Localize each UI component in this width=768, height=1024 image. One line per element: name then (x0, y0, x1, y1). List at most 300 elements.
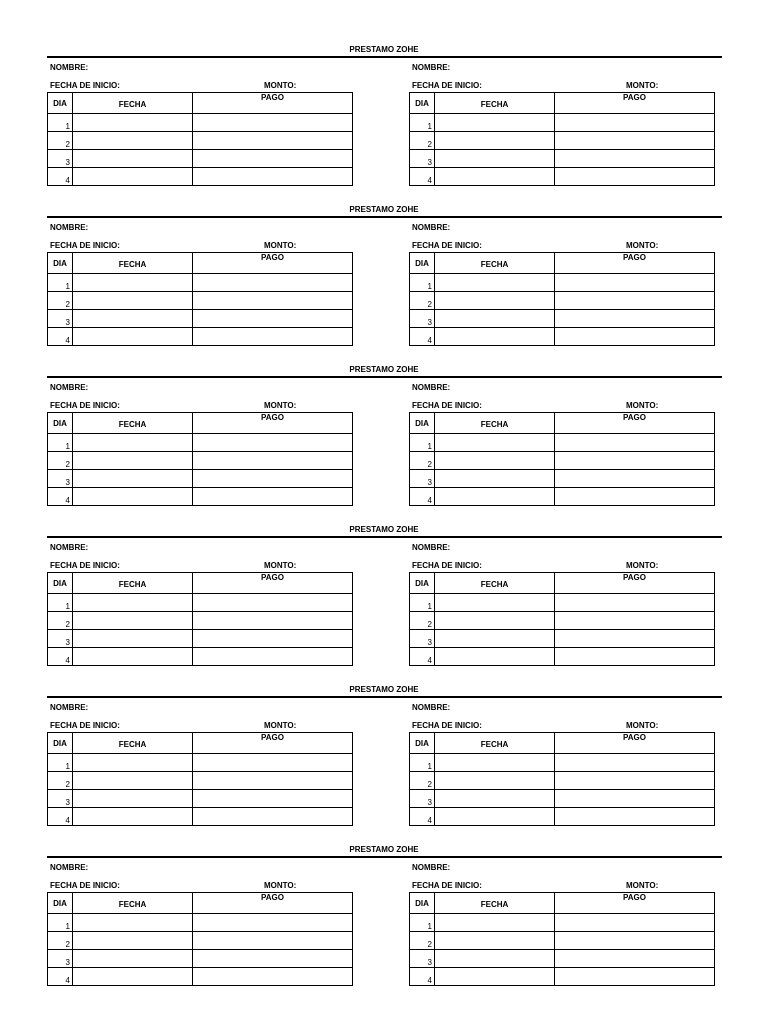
fecha-inicio-label: FECHA DE INICIO: (50, 81, 120, 90)
monto-label: MONTO: (626, 881, 659, 890)
fecha-cell (73, 132, 193, 150)
loan-section (0, 680, 768, 830)
payment-table-header (48, 733, 353, 754)
payment-row (48, 488, 353, 506)
payment-table-header (410, 573, 715, 594)
fecha-cell (73, 434, 193, 452)
fecha-cell (435, 470, 555, 488)
pago-cell (193, 648, 353, 666)
day-number: 4 (410, 648, 435, 666)
day-number: 1 (410, 914, 435, 932)
day-number: 4 (410, 488, 435, 506)
pago-header: PAGO (555, 413, 715, 434)
pago-cell (555, 114, 715, 132)
pago-cell (193, 434, 353, 452)
nombre-label: NOMBRE: (50, 223, 89, 232)
dia-header: DIA (410, 733, 435, 754)
fecha-inicio-label: FECHA DE INICIO: (50, 561, 120, 570)
fecha-cell (435, 292, 555, 310)
payment-table-header (48, 413, 353, 434)
day-number: 1 (410, 754, 435, 772)
payment-table (409, 92, 715, 186)
monto-label: MONTO: (264, 81, 297, 90)
payment-table (47, 92, 353, 186)
day-number: 2 (410, 932, 435, 950)
pago-cell (555, 150, 715, 168)
payment-table (47, 252, 353, 346)
fecha-header: FECHA (435, 93, 555, 114)
fecha-header: FECHA (73, 413, 193, 434)
nombre-label: NOMBRE: (50, 543, 89, 552)
fecha-header: FECHA (73, 893, 193, 914)
fecha-cell (435, 612, 555, 630)
fecha-cell (435, 630, 555, 648)
payment-row (48, 754, 353, 772)
loan-form (409, 40, 719, 190)
fecha-inicio-label: FECHA DE INICIO: (50, 721, 120, 730)
fecha-header: FECHA (73, 253, 193, 274)
nombre-label: NOMBRE: (50, 703, 89, 712)
payment-row (410, 150, 715, 168)
fecha-cell (73, 772, 193, 790)
pago-cell (193, 772, 353, 790)
fecha-cell (435, 808, 555, 826)
payment-table-header (410, 253, 715, 274)
pago-cell (555, 452, 715, 470)
monto-label: MONTO: (264, 241, 297, 250)
pago-cell (555, 790, 715, 808)
pago-header: PAGO (555, 573, 715, 594)
fecha-inicio-label: FECHA DE INICIO: (412, 401, 482, 410)
day-number: 4 (48, 808, 73, 826)
pago-cell (193, 630, 353, 648)
pago-cell (193, 328, 353, 346)
fecha-cell (435, 310, 555, 328)
dia-header: DIA (48, 733, 73, 754)
pago-cell (555, 168, 715, 186)
fecha-cell (435, 594, 555, 612)
day-number: 3 (48, 470, 73, 488)
pago-cell (555, 950, 715, 968)
fecha-header: FECHA (435, 573, 555, 594)
monto-label: MONTO: (626, 561, 659, 570)
payment-row (48, 292, 353, 310)
pago-header: PAGO (193, 413, 353, 434)
day-number: 3 (48, 950, 73, 968)
pago-cell (193, 914, 353, 932)
loan-form (409, 200, 719, 350)
pago-cell (555, 808, 715, 826)
day-number: 3 (410, 310, 435, 328)
fecha-header: FECHA (435, 253, 555, 274)
payment-row (410, 292, 715, 310)
fecha-header: FECHA (435, 893, 555, 914)
day-number: 3 (48, 150, 73, 168)
day-number: 4 (410, 168, 435, 186)
pago-cell (193, 292, 353, 310)
payment-row (48, 808, 353, 826)
section-title: PRESTAMO ZOHE (349, 45, 419, 54)
payment-row (48, 914, 353, 932)
payment-table (409, 732, 715, 826)
pago-cell (555, 772, 715, 790)
fecha-inicio-label: FECHA DE INICIO: (412, 721, 482, 730)
payment-table-header (410, 733, 715, 754)
payment-table-header (48, 253, 353, 274)
payment-table-header (48, 573, 353, 594)
dia-header: DIA (48, 253, 73, 274)
day-number: 2 (410, 292, 435, 310)
loan-form (47, 520, 357, 670)
monto-label: MONTO: (626, 81, 659, 90)
day-number: 1 (410, 434, 435, 452)
pago-header: PAGO (193, 573, 353, 594)
pago-cell (193, 132, 353, 150)
pago-cell (555, 470, 715, 488)
payment-row (410, 808, 715, 826)
loan-section (0, 200, 768, 350)
payment-row (410, 452, 715, 470)
day-number: 2 (48, 292, 73, 310)
fecha-cell (73, 630, 193, 648)
payment-table-header (48, 93, 353, 114)
fecha-cell (435, 114, 555, 132)
day-number: 3 (48, 630, 73, 648)
fecha-cell (73, 328, 193, 346)
fecha-cell (73, 612, 193, 630)
payment-row (48, 470, 353, 488)
fecha-cell (435, 150, 555, 168)
loan-section (0, 520, 768, 670)
payment-row (410, 132, 715, 150)
payment-table (409, 412, 715, 506)
fecha-header: FECHA (73, 573, 193, 594)
fecha-cell (73, 594, 193, 612)
fecha-cell (73, 168, 193, 186)
monto-label: MONTO: (264, 561, 297, 570)
fecha-cell (435, 648, 555, 666)
day-number: 3 (410, 790, 435, 808)
pago-cell (555, 648, 715, 666)
nombre-label: NOMBRE: (412, 543, 451, 552)
pago-header: PAGO (193, 733, 353, 754)
fecha-inicio-label: FECHA DE INICIO: (412, 561, 482, 570)
day-number: 2 (410, 772, 435, 790)
fecha-cell (73, 310, 193, 328)
fecha-inicio-label: FECHA DE INICIO: (412, 881, 482, 890)
pago-cell (555, 132, 715, 150)
nombre-label: NOMBRE: (412, 863, 451, 872)
fecha-cell (73, 648, 193, 666)
pago-cell (193, 754, 353, 772)
pago-cell (193, 470, 353, 488)
pago-cell (555, 594, 715, 612)
fecha-cell (435, 772, 555, 790)
fecha-cell (73, 488, 193, 506)
day-number: 3 (48, 310, 73, 328)
payment-table (409, 572, 715, 666)
dia-header: DIA (410, 253, 435, 274)
loan-form (409, 520, 719, 670)
payment-row (410, 274, 715, 292)
payment-table (409, 892, 715, 986)
payment-table-header (410, 893, 715, 914)
payment-row (48, 594, 353, 612)
payment-table (47, 892, 353, 986)
fecha-cell (73, 150, 193, 168)
payment-row (48, 328, 353, 346)
pago-cell (555, 612, 715, 630)
loan-form (47, 360, 357, 510)
fecha-cell (435, 434, 555, 452)
monto-label: MONTO: (626, 721, 659, 730)
pago-cell (193, 932, 353, 950)
day-number: 2 (48, 932, 73, 950)
payment-row (48, 114, 353, 132)
day-number: 2 (410, 132, 435, 150)
fecha-cell (73, 470, 193, 488)
loan-section (0, 40, 768, 190)
payment-row (48, 968, 353, 986)
day-number: 1 (410, 114, 435, 132)
payment-row (48, 168, 353, 186)
payment-row (48, 630, 353, 648)
fecha-inicio-label: FECHA DE INICIO: (412, 81, 482, 90)
pago-header: PAGO (555, 253, 715, 274)
day-number: 3 (410, 150, 435, 168)
payment-row (48, 932, 353, 950)
day-number: 1 (48, 594, 73, 612)
monto-label: MONTO: (264, 881, 297, 890)
payment-row (410, 630, 715, 648)
pago-cell (555, 914, 715, 932)
payment-row (410, 790, 715, 808)
pago-cell (193, 114, 353, 132)
dia-header: DIA (410, 573, 435, 594)
payment-row (410, 168, 715, 186)
day-number: 4 (48, 168, 73, 186)
payment-table (47, 412, 353, 506)
loan-form (47, 40, 357, 190)
pago-header: PAGO (555, 733, 715, 754)
section-title: PRESTAMO ZOHE (349, 525, 419, 534)
dia-header: DIA (48, 573, 73, 594)
section-title: PRESTAMO ZOHE (349, 845, 419, 854)
pago-cell (193, 274, 353, 292)
fecha-cell (435, 274, 555, 292)
fecha-cell (435, 132, 555, 150)
payment-row (48, 950, 353, 968)
loan-form (47, 840, 357, 990)
dia-header: DIA (410, 93, 435, 114)
payment-row (48, 150, 353, 168)
payment-table (47, 732, 353, 826)
pago-cell (555, 932, 715, 950)
fecha-cell (73, 274, 193, 292)
pago-cell (193, 168, 353, 186)
fecha-cell (435, 932, 555, 950)
section-title: PRESTAMO ZOHE (349, 365, 419, 374)
loan-form (47, 200, 357, 350)
fecha-cell (435, 914, 555, 932)
day-number: 1 (410, 594, 435, 612)
day-number: 4 (410, 968, 435, 986)
fecha-inicio-label: FECHA DE INICIO: (50, 241, 120, 250)
day-number: 4 (410, 328, 435, 346)
pago-header: PAGO (555, 893, 715, 914)
fecha-cell (73, 950, 193, 968)
pago-cell (193, 612, 353, 630)
fecha-header: FECHA (73, 733, 193, 754)
loan-form (47, 680, 357, 830)
dia-header: DIA (48, 893, 73, 914)
payment-row (48, 772, 353, 790)
pago-cell (555, 274, 715, 292)
pago-cell (193, 950, 353, 968)
day-number: 2 (48, 132, 73, 150)
fecha-cell (73, 292, 193, 310)
nombre-label: NOMBRE: (412, 223, 451, 232)
pago-cell (193, 968, 353, 986)
fecha-cell (73, 932, 193, 950)
payment-row (48, 132, 353, 150)
dia-header: DIA (48, 93, 73, 114)
payment-row (410, 914, 715, 932)
payment-table (409, 252, 715, 346)
section-title: PRESTAMO ZOHE (349, 205, 419, 214)
pago-cell (193, 594, 353, 612)
day-number: 1 (48, 114, 73, 132)
monto-label: MONTO: (264, 721, 297, 730)
section-title: PRESTAMO ZOHE (349, 685, 419, 694)
fecha-cell (435, 452, 555, 470)
day-number: 4 (410, 808, 435, 826)
fecha-cell (435, 950, 555, 968)
pago-header: PAGO (555, 93, 715, 114)
loan-form (409, 680, 719, 830)
fecha-cell (435, 488, 555, 506)
pago-cell (555, 328, 715, 346)
payment-row (48, 434, 353, 452)
pago-header: PAGO (193, 253, 353, 274)
payment-row (48, 274, 353, 292)
day-number: 2 (48, 452, 73, 470)
monto-label: MONTO: (626, 401, 659, 410)
pago-cell (555, 630, 715, 648)
pago-cell (555, 488, 715, 506)
fecha-cell (435, 790, 555, 808)
nombre-label: NOMBRE: (412, 63, 451, 72)
dia-header: DIA (48, 413, 73, 434)
payment-row (48, 310, 353, 328)
fecha-cell (435, 328, 555, 346)
day-number: 2 (410, 612, 435, 630)
pago-cell (193, 488, 353, 506)
payment-row (410, 328, 715, 346)
payment-table-header (48, 893, 353, 914)
dia-header: DIA (410, 413, 435, 434)
fecha-inicio-label: FECHA DE INICIO: (50, 401, 120, 410)
monto-label: MONTO: (626, 241, 659, 250)
fecha-cell (73, 914, 193, 932)
pago-cell (193, 452, 353, 470)
payment-row (410, 754, 715, 772)
nombre-label: NOMBRE: (50, 863, 89, 872)
pago-cell (193, 808, 353, 826)
fecha-cell (435, 968, 555, 986)
fecha-header: FECHA (73, 93, 193, 114)
day-number: 1 (48, 274, 73, 292)
loan-form (409, 360, 719, 510)
payment-table-header (410, 413, 715, 434)
payment-row (410, 470, 715, 488)
pago-header: PAGO (193, 93, 353, 114)
pago-cell (555, 434, 715, 452)
day-number: 2 (48, 772, 73, 790)
fecha-header: FECHA (435, 413, 555, 434)
fecha-cell (73, 968, 193, 986)
day-number: 3 (410, 630, 435, 648)
payment-row (48, 790, 353, 808)
nombre-label: NOMBRE: (412, 703, 451, 712)
fecha-inicio-label: FECHA DE INICIO: (50, 881, 120, 890)
fecha-header: FECHA (435, 733, 555, 754)
nombre-label: NOMBRE: (412, 383, 451, 392)
day-number: 1 (48, 434, 73, 452)
payment-row (410, 488, 715, 506)
pago-cell (555, 968, 715, 986)
payment-row (410, 434, 715, 452)
day-number: 3 (410, 950, 435, 968)
payment-row (410, 594, 715, 612)
fecha-cell (73, 790, 193, 808)
day-number: 1 (48, 754, 73, 772)
fecha-cell (73, 452, 193, 470)
pago-cell (193, 310, 353, 328)
monto-label: MONTO: (264, 401, 297, 410)
payment-row (410, 612, 715, 630)
payment-row (410, 310, 715, 328)
fecha-inicio-label: FECHA DE INICIO: (412, 241, 482, 250)
payment-row (410, 772, 715, 790)
payment-row (410, 932, 715, 950)
day-number: 2 (410, 452, 435, 470)
nombre-label: NOMBRE: (50, 63, 89, 72)
pago-header: PAGO (193, 893, 353, 914)
pago-cell (555, 754, 715, 772)
loan-section (0, 360, 768, 510)
payment-table (47, 572, 353, 666)
day-number: 4 (48, 648, 73, 666)
payment-row (48, 648, 353, 666)
dia-header: DIA (410, 893, 435, 914)
payment-row (48, 612, 353, 630)
pago-cell (555, 310, 715, 328)
day-number: 3 (410, 470, 435, 488)
pago-cell (193, 790, 353, 808)
loan-section (0, 840, 768, 990)
loan-form (409, 840, 719, 990)
fecha-cell (73, 808, 193, 826)
pago-cell (555, 292, 715, 310)
nombre-label: NOMBRE: (50, 383, 89, 392)
day-number: 4 (48, 968, 73, 986)
day-number: 1 (410, 274, 435, 292)
fecha-cell (73, 114, 193, 132)
payment-row (410, 648, 715, 666)
payment-table-header (410, 93, 715, 114)
fecha-cell (73, 754, 193, 772)
